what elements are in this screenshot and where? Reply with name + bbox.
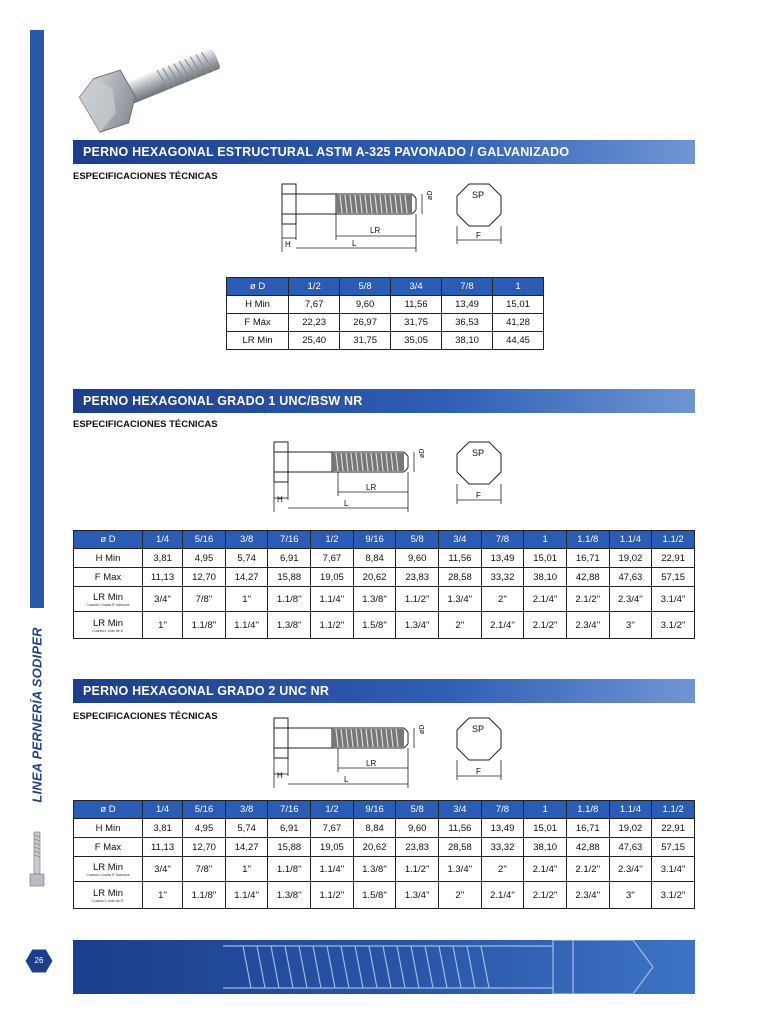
table-cell: 9,60 bbox=[340, 296, 391, 314]
row-label-text: LR Min bbox=[92, 617, 124, 629]
dim-d-label: øD bbox=[419, 724, 426, 734]
table-cell: 1.3/4'' bbox=[439, 587, 482, 612]
table-row bbox=[227, 296, 544, 314]
table-cell: 2'' bbox=[481, 857, 524, 882]
table-cell: 13,49 bbox=[481, 819, 524, 838]
table-cell: 2.1/4'' bbox=[481, 882, 524, 909]
table-cell: 3,81 bbox=[142, 819, 182, 838]
table-cell: 1.3/8'' bbox=[268, 882, 311, 909]
dim-f-label: F bbox=[476, 491, 481, 500]
header-cell: 1/2 bbox=[311, 531, 354, 549]
header-cell: 5/8 bbox=[396, 801, 439, 819]
table-cell: 1.1/2'' bbox=[396, 857, 439, 882]
table-cell: 19,02 bbox=[609, 549, 652, 568]
dim-h-label: H bbox=[277, 771, 283, 780]
row-label bbox=[74, 612, 143, 639]
table-cell: 28,58 bbox=[439, 838, 482, 857]
table-header-row bbox=[74, 531, 695, 549]
row-label bbox=[74, 838, 143, 857]
table-cell: 44,45 bbox=[493, 332, 544, 350]
header-cell: 7/8 bbox=[481, 801, 524, 819]
table-cell: 41,28 bbox=[493, 314, 544, 332]
table-cell: 19,05 bbox=[311, 568, 354, 587]
table-cell: 3'' bbox=[609, 612, 652, 639]
table-cell: 3.1/4'' bbox=[652, 857, 695, 882]
section2-specs-label: ESPECIFICACIONES TÉCNICAS bbox=[73, 419, 218, 430]
head-mark-label: SP bbox=[472, 724, 485, 734]
table-cell: 31,75 bbox=[340, 332, 391, 350]
row-label: H Min bbox=[227, 296, 289, 314]
table-cell: 6,91 bbox=[268, 819, 311, 838]
table-cell: 2.3/4'' bbox=[566, 882, 609, 909]
table-cell: 15,01 bbox=[524, 549, 567, 568]
table-cell: 23,83 bbox=[396, 838, 439, 857]
head-mark-label: SP bbox=[472, 190, 485, 200]
table-cell: 31,75 bbox=[391, 314, 442, 332]
table-cell: 9,60 bbox=[396, 549, 439, 568]
table-cell: 1'' bbox=[225, 587, 268, 612]
table-cell: 1.1/4'' bbox=[311, 857, 354, 882]
header-cell: ø D bbox=[74, 801, 143, 819]
table-cell: 25,40 bbox=[289, 332, 340, 350]
row-label-text: F Max bbox=[94, 841, 122, 853]
table-cell: 20,62 bbox=[353, 568, 396, 587]
table-cell: 35,05 bbox=[391, 332, 442, 350]
table-cell: 2.1/4'' bbox=[481, 612, 524, 639]
header-cell: 1 bbox=[524, 531, 567, 549]
table-cell: 1.3/8'' bbox=[353, 857, 396, 882]
page-number bbox=[24, 948, 54, 974]
table-row bbox=[74, 882, 695, 909]
header-cell: 1/2 bbox=[289, 278, 340, 296]
table-cell: 12,70 bbox=[183, 568, 226, 587]
table-cell: 1.1/8'' bbox=[268, 857, 311, 882]
table-cell: 38,10 bbox=[524, 838, 567, 857]
table-cell: 19,05 bbox=[311, 838, 354, 857]
table-cell: 3.1/2'' bbox=[652, 882, 695, 909]
side-accent-bar bbox=[30, 30, 44, 608]
table-cell: 15,88 bbox=[268, 568, 311, 587]
table-cell: 4,95 bbox=[183, 549, 226, 568]
header-cell: 1 bbox=[524, 801, 567, 819]
table-header-row bbox=[227, 278, 544, 296]
dim-f-label: F bbox=[476, 231, 481, 240]
table-row bbox=[74, 549, 695, 568]
table-cell: 2.1/2'' bbox=[524, 882, 567, 909]
table-cell: 11,56 bbox=[391, 296, 442, 314]
table-cell: 5,74 bbox=[225, 819, 268, 838]
header-cell: 1/4 bbox=[142, 531, 182, 549]
row-label bbox=[74, 857, 143, 882]
table-cell: 1.3/4'' bbox=[396, 612, 439, 639]
table-cell: 38,10 bbox=[524, 568, 567, 587]
table-cell: 33,32 bbox=[481, 838, 524, 857]
section3-spec-table bbox=[73, 800, 695, 909]
row-label-text: LR Min bbox=[92, 861, 124, 873]
table-cell: 7,67 bbox=[311, 549, 354, 568]
table-cell: 2.1/2'' bbox=[566, 857, 609, 882]
table-cell: 1.3/8'' bbox=[268, 612, 311, 639]
table-cell: 38,10 bbox=[442, 332, 493, 350]
table-cell: 1.1/2'' bbox=[311, 612, 354, 639]
header-cell: 3/8 bbox=[225, 801, 268, 819]
table-cell: 47,63 bbox=[609, 568, 652, 587]
header-cell: ø D bbox=[74, 531, 143, 549]
table-cell: 1.5/8'' bbox=[353, 612, 396, 639]
table-cell: 11,13 bbox=[142, 838, 182, 857]
row-label bbox=[74, 568, 143, 587]
table-row bbox=[74, 819, 695, 838]
header-cell: 1/4 bbox=[142, 801, 182, 819]
table-cell: 57,15 bbox=[652, 838, 695, 857]
table-cell: 7,67 bbox=[289, 296, 340, 314]
table-row bbox=[227, 332, 544, 350]
table-row bbox=[74, 857, 695, 882]
page-number-text: 26 bbox=[34, 956, 44, 965]
table-cell: 15,01 bbox=[493, 296, 544, 314]
table-row bbox=[74, 587, 695, 612]
table-cell: 1.1/4'' bbox=[225, 882, 268, 909]
table-cell: 20,62 bbox=[353, 838, 396, 857]
table-cell: 2.1/4'' bbox=[524, 587, 567, 612]
table-cell: 1.1/2'' bbox=[311, 882, 354, 909]
dim-f-label: F bbox=[476, 767, 481, 776]
row-label-text: LR Min bbox=[92, 887, 124, 899]
dim-lr-label: LR bbox=[366, 759, 377, 768]
section2-title-banner: PERNO HEXAGONAL GRADO 1 UNC/BSW NR bbox=[73, 389, 695, 413]
dim-d-label: øD bbox=[419, 448, 426, 458]
table-cell: 33,32 bbox=[481, 568, 524, 587]
table-cell: 3/4'' bbox=[142, 587, 182, 612]
table-cell: 28,58 bbox=[439, 568, 482, 587]
table-cell: 22,91 bbox=[652, 819, 695, 838]
row-label bbox=[74, 882, 143, 909]
row-label: LR Min bbox=[227, 332, 289, 350]
table-cell: 47,63 bbox=[609, 838, 652, 857]
table-cell: 6,91 bbox=[268, 549, 311, 568]
dim-l-label: L bbox=[344, 775, 349, 784]
table-cell: 5,74 bbox=[225, 549, 268, 568]
header-cell: 5/8 bbox=[396, 531, 439, 549]
sidebar-title-text: LINEA PERNERÍA SODIPER bbox=[29, 627, 45, 803]
table-cell: 42,88 bbox=[566, 838, 609, 857]
header-cell: 1.1/8 bbox=[566, 531, 609, 549]
row-label-note: Cuando L hasta 6" inclusive bbox=[86, 602, 130, 607]
header-cell: 1 bbox=[493, 278, 544, 296]
row-label-note: Cuando L más de 6" bbox=[92, 898, 124, 903]
header-cell: 3/8 bbox=[225, 531, 268, 549]
table-cell: 8,84 bbox=[353, 549, 396, 568]
row-label-text: H Min bbox=[95, 822, 121, 834]
table-cell: 7/8'' bbox=[183, 857, 226, 882]
row-label: F Máx bbox=[227, 314, 289, 332]
section3-specs-label: ESPECIFICACIONES TÉCNICAS bbox=[73, 711, 218, 722]
header-cell: 1.1/4 bbox=[609, 531, 652, 549]
sidebar-title bbox=[24, 620, 50, 810]
table-cell: 1.1/4'' bbox=[225, 612, 268, 639]
table-cell: 13,49 bbox=[442, 296, 493, 314]
table-cell: 8,84 bbox=[353, 819, 396, 838]
table-cell: 3.1/4'' bbox=[652, 587, 695, 612]
dim-l-label: L bbox=[344, 499, 349, 508]
section1-spec-table bbox=[226, 277, 544, 350]
table-cell: 1'' bbox=[225, 857, 268, 882]
table-row bbox=[227, 314, 544, 332]
footer-bolt-lineart-icon bbox=[73, 940, 695, 994]
header-cell: 7/16 bbox=[268, 531, 311, 549]
table-cell: 1.5/8'' bbox=[353, 882, 396, 909]
table-cell: 11,56 bbox=[439, 819, 482, 838]
section2-bolt-diagram bbox=[254, 436, 512, 516]
table-cell: 2'' bbox=[439, 882, 482, 909]
dim-lr-label: LR bbox=[366, 483, 377, 492]
table-cell: 13,49 bbox=[481, 549, 524, 568]
header-cell: 1.1/8 bbox=[566, 801, 609, 819]
header-cell: 9/16 bbox=[353, 801, 396, 819]
table-cell: 9,60 bbox=[396, 819, 439, 838]
table-cell: 2.3/4'' bbox=[609, 587, 652, 612]
table-cell: 1.1/2'' bbox=[396, 587, 439, 612]
row-label-text: LR Min bbox=[92, 591, 124, 603]
table-cell: 23,83 bbox=[396, 568, 439, 587]
table-cell: 1.1/8'' bbox=[268, 587, 311, 612]
table-cell: 1.1/8'' bbox=[183, 882, 226, 909]
side-bolt-icon bbox=[28, 830, 46, 890]
table-cell: 1.3/8'' bbox=[353, 587, 396, 612]
header-cell: 3/4 bbox=[391, 278, 442, 296]
header-cell: ø D bbox=[227, 278, 289, 296]
table-cell: 14,27 bbox=[225, 838, 268, 857]
table-cell: 19,02 bbox=[609, 819, 652, 838]
table-cell: 15,88 bbox=[268, 838, 311, 857]
table-cell: 7,67 bbox=[311, 819, 354, 838]
footer-band bbox=[73, 940, 695, 994]
table-cell: 2'' bbox=[439, 612, 482, 639]
row-label bbox=[74, 549, 143, 568]
table-cell: 36,53 bbox=[442, 314, 493, 332]
table-cell: 3/4'' bbox=[142, 857, 182, 882]
table-row bbox=[74, 838, 695, 857]
table-row bbox=[74, 568, 695, 587]
table-cell: 26,97 bbox=[340, 314, 391, 332]
table-cell: 57,15 bbox=[652, 568, 695, 587]
header-cell: 3/4 bbox=[439, 801, 482, 819]
header-cell: 7/16 bbox=[268, 801, 311, 819]
table-cell: 1.3/4'' bbox=[396, 882, 439, 909]
table-cell: 12,70 bbox=[183, 838, 226, 857]
dim-d-label: øD bbox=[427, 190, 434, 200]
table-cell: 22,91 bbox=[652, 549, 695, 568]
head-mark-label: SP bbox=[472, 448, 485, 458]
table-cell: 1.3/4'' bbox=[439, 857, 482, 882]
table-cell: 2.3/4'' bbox=[566, 612, 609, 639]
row-label bbox=[74, 587, 143, 612]
table-cell: 3,81 bbox=[142, 549, 182, 568]
table-cell: 7/8'' bbox=[183, 587, 226, 612]
row-label bbox=[74, 819, 143, 838]
table-cell: 3.1/2'' bbox=[652, 612, 695, 639]
row-label-note: Cuando L hasta 6" inclusive bbox=[86, 872, 130, 877]
table-cell: 11,13 bbox=[142, 568, 182, 587]
header-cell: 5/16 bbox=[183, 531, 226, 549]
header-cell: 1.1/2 bbox=[652, 801, 695, 819]
section2-spec-table bbox=[73, 530, 695, 639]
dim-h-label: H bbox=[285, 240, 291, 249]
table-cell: 1'' bbox=[142, 882, 182, 909]
section1-title-banner: PERNO HEXAGONAL ESTRUCTURAL ASTM A-325 PAVONADO / GALVANIZADO bbox=[73, 140, 695, 164]
header-cell: 3/4 bbox=[439, 531, 482, 549]
table-cell: 3'' bbox=[609, 882, 652, 909]
table-cell: 1'' bbox=[142, 612, 182, 639]
header-cell: 5/8 bbox=[340, 278, 391, 296]
table-cell: 22,23 bbox=[289, 314, 340, 332]
header-cell: 7/8 bbox=[442, 278, 493, 296]
dim-l-label: L bbox=[352, 239, 357, 248]
table-cell: 2'' bbox=[481, 587, 524, 612]
table-cell: 14,27 bbox=[225, 568, 268, 587]
table-cell: 2.1/2'' bbox=[524, 612, 567, 639]
table-cell: 15,01 bbox=[524, 819, 567, 838]
table-cell: 1.1/8'' bbox=[183, 612, 226, 639]
header-cell: 9/16 bbox=[353, 531, 396, 549]
header-cell: 1/2 bbox=[311, 801, 354, 819]
header-cell: 5/16 bbox=[183, 801, 226, 819]
dim-lr-label: LR bbox=[370, 226, 381, 235]
table-cell: 4,95 bbox=[183, 819, 226, 838]
table-cell: 2.3/4'' bbox=[609, 857, 652, 882]
table-header-row bbox=[74, 801, 695, 819]
header-cell: 1.1/4 bbox=[609, 801, 652, 819]
table-cell: 2.1/2'' bbox=[566, 587, 609, 612]
table-cell: 11,56 bbox=[439, 549, 482, 568]
section1-specs-label: ESPECIFICACIONES TÉCNICAS bbox=[73, 171, 218, 182]
header-cell: 7/8 bbox=[481, 531, 524, 549]
row-label-text: F Max bbox=[94, 571, 122, 583]
row-label-text: H Min bbox=[95, 552, 121, 564]
table-cell: 42,88 bbox=[566, 568, 609, 587]
hex-bolt-photo-icon bbox=[70, 30, 230, 140]
section3-title-banner: PERNO HEXAGONAL GRADO 2 UNC NR bbox=[73, 679, 695, 703]
section1-bolt-diagram bbox=[262, 178, 512, 256]
header-cell: 1.1/2 bbox=[652, 531, 695, 549]
dim-h-label: H bbox=[277, 495, 283, 504]
table-cell: 16,71 bbox=[566, 819, 609, 838]
table-row bbox=[74, 612, 695, 639]
table-cell: 2.1/4'' bbox=[524, 857, 567, 882]
section3-bolt-diagram bbox=[254, 712, 512, 792]
table-cell: 16,71 bbox=[566, 549, 609, 568]
row-label-note: Cuando L más de 6" bbox=[92, 628, 124, 633]
table-cell: 1.1/4'' bbox=[311, 587, 354, 612]
